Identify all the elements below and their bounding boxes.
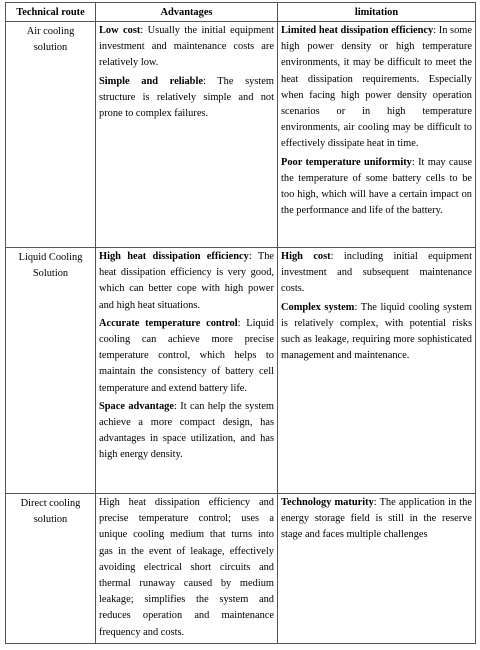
route-cell bbox=[6, 22, 96, 248]
advantage-term: High heat dissipation efficiency bbox=[99, 251, 249, 262]
route-label: Air cooling solution bbox=[26, 26, 75, 54]
comparison-table bbox=[5, 2, 476, 644]
limitation-term: High cost bbox=[281, 251, 331, 262]
limitation-item bbox=[281, 495, 472, 544]
limitations-cell bbox=[278, 22, 476, 248]
table-row bbox=[6, 22, 476, 248]
advantage-item bbox=[99, 23, 274, 72]
limitations-cell bbox=[278, 248, 476, 494]
route-label: Liquid Cooling Solution bbox=[18, 252, 83, 280]
limitation-item bbox=[281, 23, 472, 153]
limitations-cell bbox=[278, 494, 476, 644]
route-cell bbox=[6, 494, 96, 644]
limitation-text: : including initial equipment investment and subsequent maintenance costs. bbox=[281, 251, 473, 295]
limitation-item bbox=[281, 300, 472, 365]
route-label: Direct cooling solution bbox=[20, 498, 81, 526]
limitation-term: Complex system bbox=[281, 301, 355, 313]
advantages-cell bbox=[96, 22, 278, 248]
limitation-text: : The application in the energy storage field is still in the reserve stage and faces multiple challenges bbox=[281, 497, 472, 541]
header-limitation: limitation bbox=[278, 3, 476, 22]
advantages-cell bbox=[96, 248, 278, 494]
advantage-item bbox=[99, 316, 274, 397]
header-advantages: Advantages bbox=[96, 3, 278, 22]
route-cell bbox=[6, 248, 96, 494]
advantage-item bbox=[99, 399, 274, 464]
advantage-item bbox=[99, 74, 274, 123]
header-row bbox=[6, 3, 476, 22]
header-technical-route: Technical route bbox=[6, 3, 96, 22]
advantages-cell bbox=[96, 494, 278, 644]
limitation-text: : It may cause the temperature of some battery cells to be too high, which will have a certain impact on the performance and life of the battery. bbox=[281, 156, 473, 217]
limitation-term: Poor temperature uniformity bbox=[281, 156, 412, 168]
limitation-term: Technology maturity bbox=[281, 497, 374, 508]
advantage-text: : Liquid cooling can achieve more precise temperature control, which helps to maintain the consistency of battery cell temperature and extend battery life. bbox=[99, 317, 274, 394]
limitation-term: Limited heat dissipation efficiency bbox=[281, 25, 434, 36]
advantage-text: : It can help the system achieve a more compact design, has advantages in space utilization, and has high energy density. bbox=[99, 400, 274, 461]
advantage-term: Accurate temperature control bbox=[99, 317, 238, 329]
advantage-text: : Usually the initial equipment investment and maintenance costs are relatively low. bbox=[99, 25, 274, 69]
table-row bbox=[6, 494, 476, 644]
table-row bbox=[6, 248, 476, 494]
advantage-item bbox=[99, 249, 274, 314]
limitation-text: : The liquid cooling system is relatively complex, with potential risks such as leakage, requiring more sophisticated management and maintenance. bbox=[281, 301, 472, 362]
advantage-term: Simple and reliable bbox=[99, 75, 203, 87]
limitation-item bbox=[281, 249, 472, 298]
limitation-text: : In some high power density or high temperature environments, it may be difficult to meet the heat dissipation requirements. Especially when facing high power density operation scenarios or in high temperature environments, air cooling may be difficult to effectively dissipate heat in time. bbox=[281, 25, 472, 150]
advantage-text: High heat dissipation efficiency and precise temperature control; uses a unique cooling medium that turns into gas in the event of leakage, effectively avoiding electrical short circuits and thermal runaway caused by medium leakage; simplifies the system and reduces operation and maintenance frequency and costs. bbox=[99, 497, 274, 638]
advantage-text: : The heat dissipation efficiency is very good, which can better cope with high power and high heat situations. bbox=[99, 251, 275, 311]
limitation-item bbox=[281, 155, 472, 220]
advantage-term: Space advantage bbox=[99, 400, 174, 412]
advantage-term: Low cost bbox=[99, 25, 141, 36]
advantage-text: : The system structure is relatively simple and not prone to complex failures. bbox=[99, 75, 274, 120]
advantage-item bbox=[99, 495, 274, 641]
